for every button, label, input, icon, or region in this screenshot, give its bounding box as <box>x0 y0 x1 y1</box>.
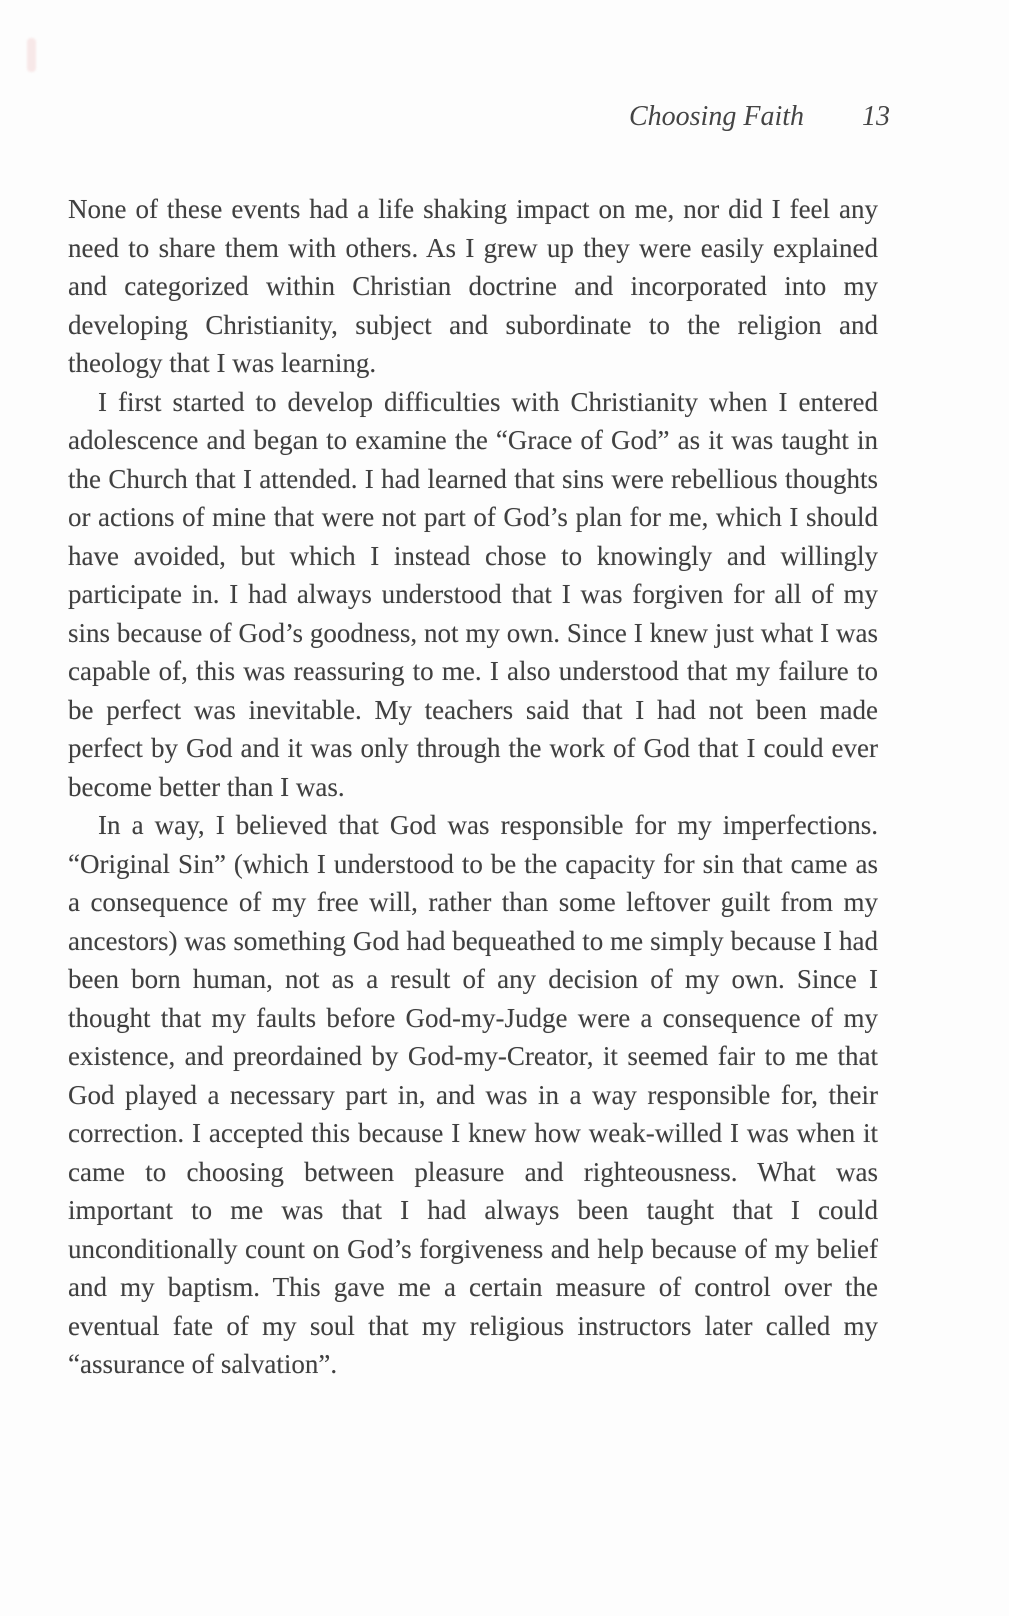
page-number: 13 <box>862 101 890 132</box>
paragraph: None of these events had a life shaking impact on me, nor did I feel any need to share them with others. As I grew up they were easily explained and categorized within Christian doctrine and incorporated into my developing Christianity, subject and subordinate to the religion and theology that I was learning. <box>68 194 878 378</box>
running-header-title: Choosing Faith <box>628 101 804 132</box>
paragraph: I first started to develop difficulties with Christianity when I entered adolescence and began to examine the “Grace of God” as it was taught in the Church that I attended. I had learned that sins were rebellious thoughts or actions of mine that were not part of God’s plan for me, which I should have avoided, but which I instead chose to knowingly and willingly participate in. I had always understood that I was forgiven for all of my sins because of God’s goodness, not my own. Since I knew just what I was capable of, this was reassuring to me. I also understood that my failure to be perfect was inevitable. My teachers said that I had not been made perfect by God and it was only through the work of God that I could ever become better than I was. <box>68 386 878 802</box>
scan-artifact <box>27 38 36 72</box>
paragraph: In a way, I believed that God was responsible for my imperfections. “Original Sin” (which I understood to be the capacity for sin that came as a consequence of my free will, rather than some leftover guilt from my ancestors) was something God had bequeathed to me simply because I had been born human, not as a result of any decision of my own. Since I thought that my faults before God-my-Judge were a consequence of my existence, and preordained by God-my-Creator, it seemed fair to me that God played a necessary part in, and was in a way responsible for, their correction. I accepted this because I knew how weak-willed I was when it came to choosing between pleasure and righteousness. What was important to me was that I had always been taught that I could unconditionally count on God’s forgiveness and help because of my belief and my baptism. This gave me a certain measure of control over the eventual fate of my soul that my religious instructors later called my “assurance of salvation”. <box>68 810 878 1379</box>
page-body <box>68 190 878 1384</box>
running-header <box>68 100 890 134</box>
